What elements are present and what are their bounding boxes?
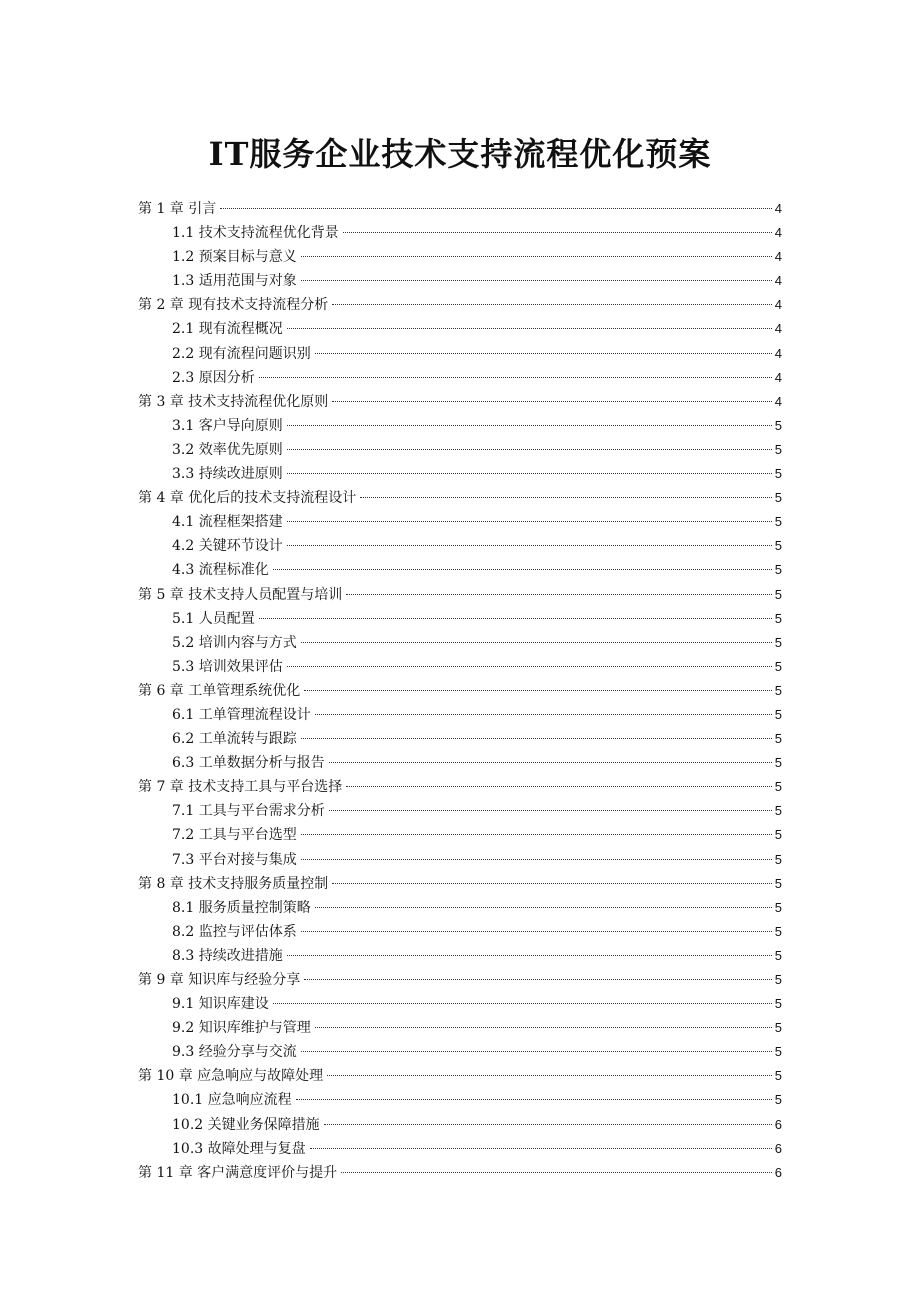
toc-page-number: 6	[774, 1140, 782, 1156]
toc-page-number: 5	[774, 490, 782, 506]
toc-section-entry[interactable]	[138, 245, 782, 269]
toc-entry-label: 第 10 章 应急响应与故障处理	[138, 1068, 324, 1085]
toc-section-entry[interactable]	[138, 438, 782, 462]
toc-dot-leader	[273, 1003, 772, 1004]
toc-entry-label: 第 8 章 技术支持服务质量控制	[138, 875, 329, 892]
toc-dot-leader	[346, 786, 772, 787]
toc-entry-label: 第 1 章 引言	[138, 201, 217, 217]
toc-page-number: 5	[774, 731, 782, 747]
toc-section-entry[interactable]	[138, 823, 782, 847]
toc-entry-label: 第 2 章 现有技术支持流程分析	[138, 297, 329, 314]
toc-page-number: 5	[774, 803, 782, 819]
toc-entry-label: 8.2 监控与评估体系	[172, 923, 297, 940]
toc-dot-leader	[287, 545, 772, 546]
toc-page-number: 5	[774, 682, 782, 698]
toc-page-number: 5	[774, 1020, 782, 1036]
toc-entry-label: 第 6 章 工单管理系统优化	[138, 682, 301, 699]
toc-dot-leader	[287, 666, 772, 667]
toc-chapter-entry[interactable]	[138, 583, 782, 607]
document-title: IT服务企业技术支持流程优化预案	[208, 135, 712, 173]
toc-entry-label: 5.2 培训内容与方式	[172, 634, 297, 651]
toc-section-entry[interactable]	[138, 655, 782, 679]
toc-dot-leader	[287, 473, 772, 474]
toc-section-entry[interactable]	[138, 414, 782, 438]
toc-entry-label: 2.2 现有流程问题识别	[172, 345, 311, 362]
toc-dot-leader	[315, 353, 772, 354]
toc-chapter-entry[interactable]	[138, 775, 782, 799]
toc-dot-leader	[329, 762, 772, 763]
toc-entry-label: 6.3 工单数据分析与报告	[172, 755, 325, 772]
toc-entry-label: 5.1 人员配置	[172, 610, 255, 627]
toc-page-number: 4	[774, 369, 782, 385]
toc-dot-leader	[324, 1124, 772, 1125]
toc-chapter-entry[interactable]	[138, 486, 782, 510]
toc-entry-label: 3.1 客户导向原则	[172, 417, 283, 434]
toc-dot-leader	[259, 377, 772, 378]
toc-section-entry[interactable]	[138, 317, 782, 341]
toc-dot-leader	[304, 690, 772, 691]
toc-entry-label: 4.2 关键环节设计	[172, 538, 283, 555]
toc-chapter-entry[interactable]	[138, 679, 782, 703]
toc-entry-label: 8.3 持续改进措施	[172, 947, 283, 964]
toc-section-entry[interactable]	[138, 366, 782, 390]
toc-page-number: 5	[774, 538, 782, 554]
toc-entry-label: 5.3 培训效果评估	[172, 658, 283, 675]
toc-page-number: 5	[774, 610, 782, 626]
toc-page-number: 6	[774, 1116, 782, 1132]
toc-chapter-entry[interactable]	[138, 968, 782, 992]
toc-dot-leader	[301, 931, 772, 932]
toc-entry-label: 2.3 原因分析	[172, 369, 255, 386]
toc-page-number: 4	[774, 225, 782, 241]
toc-section-entry[interactable]	[138, 510, 782, 534]
toc-entry-label: 第 5 章 技术支持人员配置与培训	[138, 586, 343, 603]
toc-section-entry[interactable]	[138, 848, 782, 872]
toc-dot-leader	[287, 521, 772, 522]
toc-page-number: 5	[774, 586, 782, 602]
toc-entry-label: 7.2 工具与平台选型	[172, 827, 297, 844]
toc-dot-leader	[310, 1148, 772, 1149]
toc-entry-label: 3.3 持续改进原则	[172, 466, 283, 483]
toc-entry-label: 9.3 经验分享与交流	[172, 1044, 297, 1061]
toc-section-entry[interactable]	[138, 703, 782, 727]
toc-entry-label: 9.1 知识库建设	[172, 996, 269, 1013]
toc-entry-label: 8.1 服务质量控制策略	[172, 899, 311, 916]
toc-section-entry[interactable]	[138, 799, 782, 823]
toc-section-entry[interactable]	[138, 631, 782, 655]
toc-section-entry[interactable]	[138, 534, 782, 558]
toc-section-entry[interactable]	[138, 992, 782, 1016]
toc-entry-label: 6.2 工单流转与跟踪	[172, 731, 297, 748]
toc-entry-label: 第 3 章 技术支持流程优化原则	[138, 393, 329, 410]
toc-page-number: 4	[774, 345, 782, 361]
toc-dot-leader	[301, 834, 772, 835]
toc-dot-leader	[332, 401, 772, 402]
toc-chapter-entry[interactable]	[138, 872, 782, 896]
toc-section-entry[interactable]	[138, 1016, 782, 1040]
toc-section-entry[interactable]	[138, 221, 782, 245]
toc-chapter-entry[interactable]	[138, 1161, 782, 1185]
toc-chapter-entry[interactable]	[138, 390, 782, 414]
toc-entry-label: 第 11 章 客户满意度评价与提升	[138, 1164, 338, 1181]
toc-page-number: 5	[774, 755, 782, 771]
toc-page-number: 5	[774, 923, 782, 939]
toc-dot-leader	[360, 497, 772, 498]
table-of-contents	[138, 197, 782, 1185]
toc-page-number: 5	[774, 417, 782, 433]
toc-section-entry[interactable]	[138, 1113, 782, 1137]
toc-dot-leader	[301, 738, 772, 739]
toc-entry-label: 1.2 预案目标与意义	[172, 249, 297, 266]
toc-dot-leader	[332, 883, 772, 884]
toc-entry-label: 10.1 应急响应流程	[172, 1092, 292, 1109]
toc-entry-label: 4.1 流程框架搭建	[172, 514, 283, 531]
toc-page-number: 5	[774, 1092, 782, 1108]
toc-entry-label: 第 4 章 优化后的技术支持流程设计	[138, 490, 357, 507]
toc-page-number: 5	[774, 466, 782, 482]
toc-page-number: 5	[774, 899, 782, 915]
toc-page-number: 5	[774, 634, 782, 650]
toc-section-entry[interactable]	[138, 920, 782, 944]
toc-entry-label: 10.2 关键业务保障措施	[172, 1116, 320, 1133]
toc-section-entry[interactable]	[138, 727, 782, 751]
toc-page-number: 5	[774, 972, 782, 987]
toc-section-entry[interactable]	[138, 1137, 782, 1161]
toc-section-entry[interactable]	[138, 462, 782, 486]
toc-page-number: 5	[774, 827, 782, 843]
toc-page-number: 4	[774, 297, 782, 313]
toc-entry-label: 3.2 效率优先原则	[172, 441, 283, 458]
toc-dot-leader	[287, 955, 772, 956]
toc-dot-leader	[343, 232, 772, 233]
toc-entry-label: 第 9 章 知识库与经验分享	[138, 972, 301, 988]
toc-dot-leader	[220, 208, 772, 209]
toc-section-entry[interactable]	[138, 558, 782, 582]
toc-page-number: 5	[774, 706, 782, 722]
toc-dot-leader	[296, 1099, 772, 1100]
toc-entry-label: 7.3 平台对接与集成	[172, 851, 297, 868]
toc-page-number: 4	[774, 321, 782, 337]
toc-page-number: 5	[774, 514, 782, 530]
toc-page-number: 4	[774, 273, 782, 289]
toc-section-entry[interactable]	[138, 751, 782, 775]
toc-chapter-entry[interactable]	[138, 293, 782, 317]
toc-entry-label: 1.1 技术支持流程优化背景	[172, 225, 339, 242]
toc-dot-leader	[301, 256, 772, 257]
toc-section-entry[interactable]	[138, 1040, 782, 1064]
toc-dot-leader	[329, 810, 772, 811]
toc-page-number: 5	[774, 562, 782, 578]
toc-dot-leader	[346, 594, 772, 595]
toc-entry-label: 6.1 工单管理流程设计	[172, 706, 311, 723]
toc-chapter-entry[interactable]	[138, 197, 782, 221]
toc-page-number: 4	[774, 201, 782, 216]
toc-section-entry[interactable]	[138, 342, 782, 366]
toc-page-number: 4	[774, 249, 782, 265]
toc-dot-leader	[315, 1027, 772, 1028]
toc-page-number: 4	[774, 393, 782, 409]
toc-entry-label: 2.1 现有流程概况	[172, 321, 283, 338]
toc-dot-leader	[287, 449, 772, 450]
toc-dot-leader	[301, 642, 772, 643]
toc-dot-leader	[332, 304, 772, 305]
toc-page-number: 5	[774, 1068, 782, 1084]
toc-entry-label: 1.3 适用范围与对象	[172, 273, 297, 290]
toc-entry-label: 第 7 章 技术支持工具与平台选择	[138, 779, 343, 796]
toc-dot-leader	[315, 714, 772, 715]
toc-dot-leader	[301, 280, 772, 281]
toc-section-entry[interactable]	[138, 607, 782, 631]
toc-page-number: 6	[774, 1164, 782, 1180]
toc-dot-leader	[327, 1075, 772, 1076]
toc-page-number: 5	[774, 947, 782, 963]
toc-dot-leader	[304, 979, 772, 980]
toc-dot-leader	[301, 859, 772, 860]
toc-entry-label: 9.2 知识库维护与管理	[172, 1020, 311, 1037]
toc-dot-leader	[259, 618, 772, 619]
toc-dot-leader	[315, 907, 772, 908]
toc-entry-label: 10.3 故障处理与复盘	[172, 1140, 306, 1157]
toc-page-number: 5	[774, 851, 782, 867]
toc-page-number: 5	[774, 996, 782, 1012]
toc-dot-leader	[301, 1051, 772, 1052]
toc-page-number: 5	[774, 779, 782, 795]
toc-dot-leader	[341, 1172, 772, 1173]
toc-section-entry[interactable]	[138, 1088, 782, 1112]
toc-chapter-entry[interactable]	[138, 1064, 782, 1088]
toc-page-number: 5	[774, 875, 782, 891]
toc-page-number: 5	[774, 1044, 782, 1060]
toc-section-entry[interactable]	[138, 944, 782, 968]
toc-page-number: 5	[774, 658, 782, 674]
toc-section-entry[interactable]	[138, 896, 782, 920]
toc-dot-leader	[273, 569, 772, 570]
toc-entry-label: 7.1 工具与平台需求分析	[172, 803, 325, 820]
toc-entry-label: 4.3 流程标准化	[172, 562, 269, 579]
toc-dot-leader	[287, 425, 772, 426]
toc-page-number: 5	[774, 441, 782, 457]
toc-section-entry[interactable]	[138, 269, 782, 293]
toc-dot-leader	[287, 328, 772, 329]
